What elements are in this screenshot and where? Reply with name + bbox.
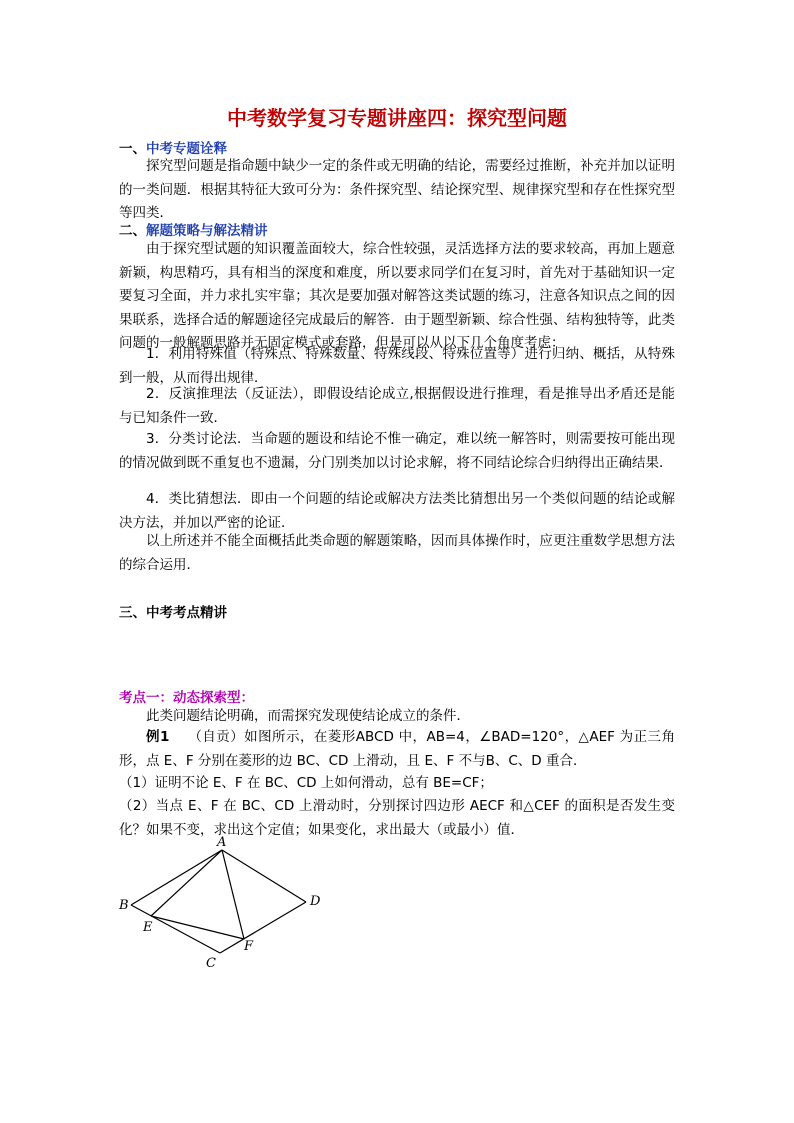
example-label: 例1 (146, 729, 170, 745)
label-D: D (310, 894, 321, 909)
strategy-item-3: 3．分类讨论法．当命题的题设和结论不惟一确定，难以统一解答时，则需要按可能出现的情况做到既不重复也不遗漏，分门别类加以讨论求解，将不同结论综合归纳得出正确结果． (119, 431, 675, 471)
kaodian-heading: 考点一：动态探索型： (119, 690, 254, 706)
section-2-paragraph: 由于探究型试题的知识覆盖面较大，综合性较强，灵活选择方法的要求较高，再加上题意新颖，构思精巧，具有相当的深度和难度，所以要求同学们在复习时，首先对于基础知识一定要复习全面，并力求扎实牢靠；其次是要加强对解答这类试题的练习，注意各知识点之间的因果联系，选择合适的解题途径完成最后的解答．由于题型新颖、综合性强、结构独特等，此类问题的一般解题思路并无固定模式或套路，但是可以从以下几个角度考虑： (119, 241, 675, 351)
label-E: E (143, 920, 153, 935)
section-number: 三、 (119, 605, 146, 621)
page-title: 中考数学复习专题讲座四：探究型问题 (227, 106, 567, 130)
question-2: （2）当点 E、F 在 BC、CD 上滑动时，分别探讨四边形 AECF 和△CEF 的面积是否发生变化？如果不变，求出这个定值；如果变化，求出最大（或最小）值． (119, 798, 675, 838)
section-number: 二、 (119, 223, 146, 239)
strategy-item-2: 2．反演推理法（反证法），即假设结论成立,根据假设进行推理，看是推导出矛盾还是能与已知条件一致． (119, 386, 675, 426)
label-B: B (119, 898, 129, 913)
section-number: 一、 (119, 141, 146, 157)
edge-AB (131, 850, 222, 905)
edge-EF (151, 916, 244, 939)
section-label: 中考专题诠释 (146, 141, 227, 157)
section-2-closing: 以上所述并不能全面概括此类命题的解题策略，因而具体操作时，应更注重数学思想方法的综合运用． (119, 533, 675, 573)
strategy-item-1: 1．利用特殊值（特殊点、特殊数量、特殊线段、特殊位置等）进行归纳、概括，从特殊到一般，从而得出规律． (119, 346, 675, 386)
section-label: 中考考点精讲 (146, 605, 227, 621)
kaodian-intro: 此类问题结论明确，而需探究发现使结论成立的条件． (146, 708, 470, 724)
edge-BC (131, 905, 220, 953)
strategy-item-4: 4．类比猜想法．即由一个问题的结论或解决方法类比猜想出另一个类似问题的结论或解决方法，并加以严密的论证． (119, 491, 675, 531)
edge-AF (222, 850, 244, 939)
edge-CD (220, 902, 306, 953)
section-1-paragraph: 探究型问题是指命题中缺少一定的条件或无明确的结论，需要经过推断，补充并加以证明的一类问题．根据其特征大致可分为：条件探究型、结论探究型、规律探究型和存在性探究型等四类． (119, 158, 675, 221)
section-heading-3 (119, 604, 227, 622)
edge-AD (222, 850, 306, 902)
example-1 (119, 726, 675, 773)
example-text: （自贡）如图所示，在菱形ABCD 中，AB=4，∠BAD=120°，△AEF 为正三角形，点 E、F 分别在菱形的边 BC、CD 上滑动，且 E、F 不与B、C、D 重合． (119, 729, 676, 769)
label-C: C (206, 956, 216, 971)
edge-AE (151, 850, 222, 916)
label-F: F (244, 939, 254, 954)
label-A: A (217, 835, 227, 850)
question-1: （1）证明不论 E、F 在 BC、CD 上如何滑动，总有 BE=CF； (119, 775, 493, 791)
section-label: 解题策略与解法精讲 (146, 223, 268, 239)
